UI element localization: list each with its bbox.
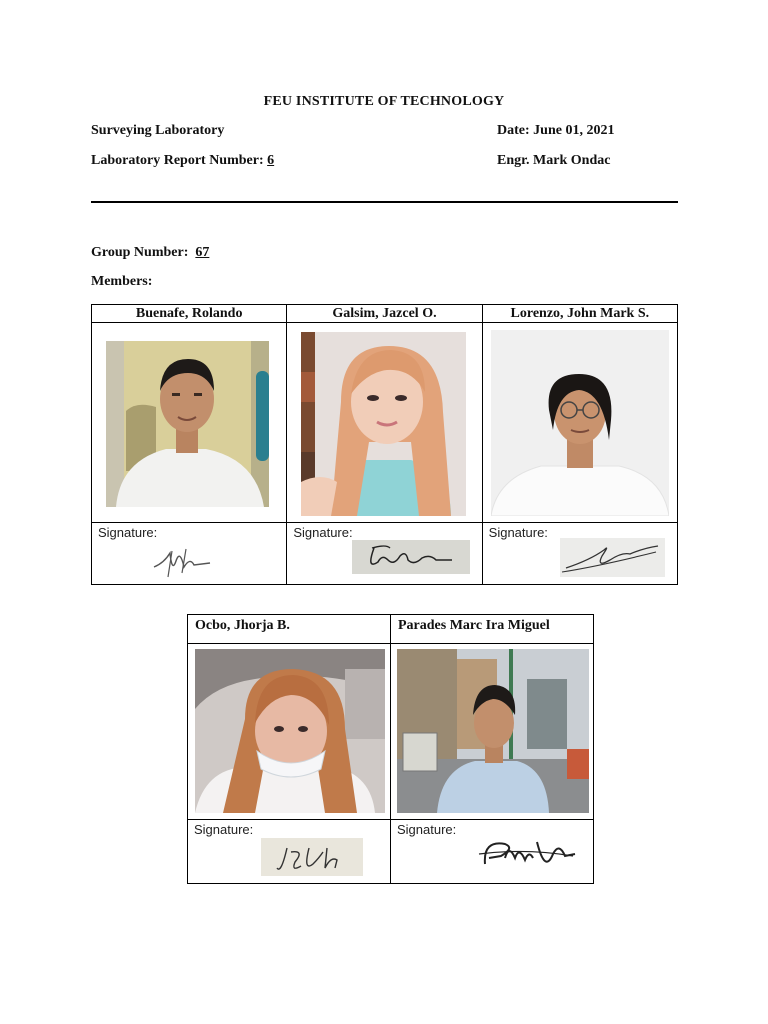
member-name: Galsim, Jazcel O. <box>287 305 482 323</box>
photo-cell <box>287 323 482 523</box>
report-date <box>497 123 614 139</box>
member-photo-parades <box>397 649 589 813</box>
signature-cell <box>482 523 677 585</box>
signature-galsim <box>352 540 470 574</box>
signature-label: Signature: <box>488 525 548 540</box>
signature-label: Signature: <box>98 525 158 540</box>
member-name: Buenafe, Rolando <box>92 305 287 323</box>
instructor-name: Engr. Mark Ondac <box>497 153 611 168</box>
members-table-top <box>91 304 678 585</box>
photo-cell <box>92 323 287 523</box>
signature-cell <box>391 820 594 884</box>
signature-cell <box>287 523 482 585</box>
signature-cell <box>188 820 391 884</box>
signature-label: Signature: <box>194 822 254 837</box>
member-name: Parades Marc Ira Miguel <box>391 615 594 644</box>
photo-cell <box>188 644 391 820</box>
photo-cell <box>391 644 594 820</box>
member-photo-ocbo <box>195 649 385 813</box>
member-photo-buenafe <box>106 341 269 507</box>
member-photo-lorenzo <box>491 330 669 516</box>
signature-cell <box>92 523 287 585</box>
group-number-line <box>91 245 209 261</box>
header-divider <box>91 201 678 203</box>
signature-label: Signature: <box>397 822 457 837</box>
signature-lorenzo <box>560 538 665 577</box>
report-number-line <box>91 153 274 169</box>
member-name: Lorenzo, John Mark S. <box>482 305 677 323</box>
date-label: Date: <box>497 123 534 138</box>
report-number-value: 6 <box>267 153 275 168</box>
members-label: Members: <box>91 274 153 289</box>
photo-cell <box>482 323 677 523</box>
signature-parades <box>475 834 579 878</box>
member-name: Ocbo, Jhorja B. <box>188 615 391 644</box>
signature-label: Signature: <box>293 525 353 540</box>
signature-ocbo <box>261 838 363 876</box>
report-number-label: Laboratory Report Number: <box>91 153 268 168</box>
signature-buenafe <box>150 543 214 579</box>
group-number-label: Group Number: <box>91 245 189 260</box>
member-photo-galsim <box>301 332 466 516</box>
group-number-value: 67 <box>195 245 210 260</box>
members-table-bottom <box>187 614 594 884</box>
date-value: June 01, 2021 <box>533 123 615 138</box>
institution-title: FEU INSTITUTE OF TECHNOLOGY <box>263 94 505 109</box>
course-name: Surveying Laboratory <box>91 123 225 138</box>
